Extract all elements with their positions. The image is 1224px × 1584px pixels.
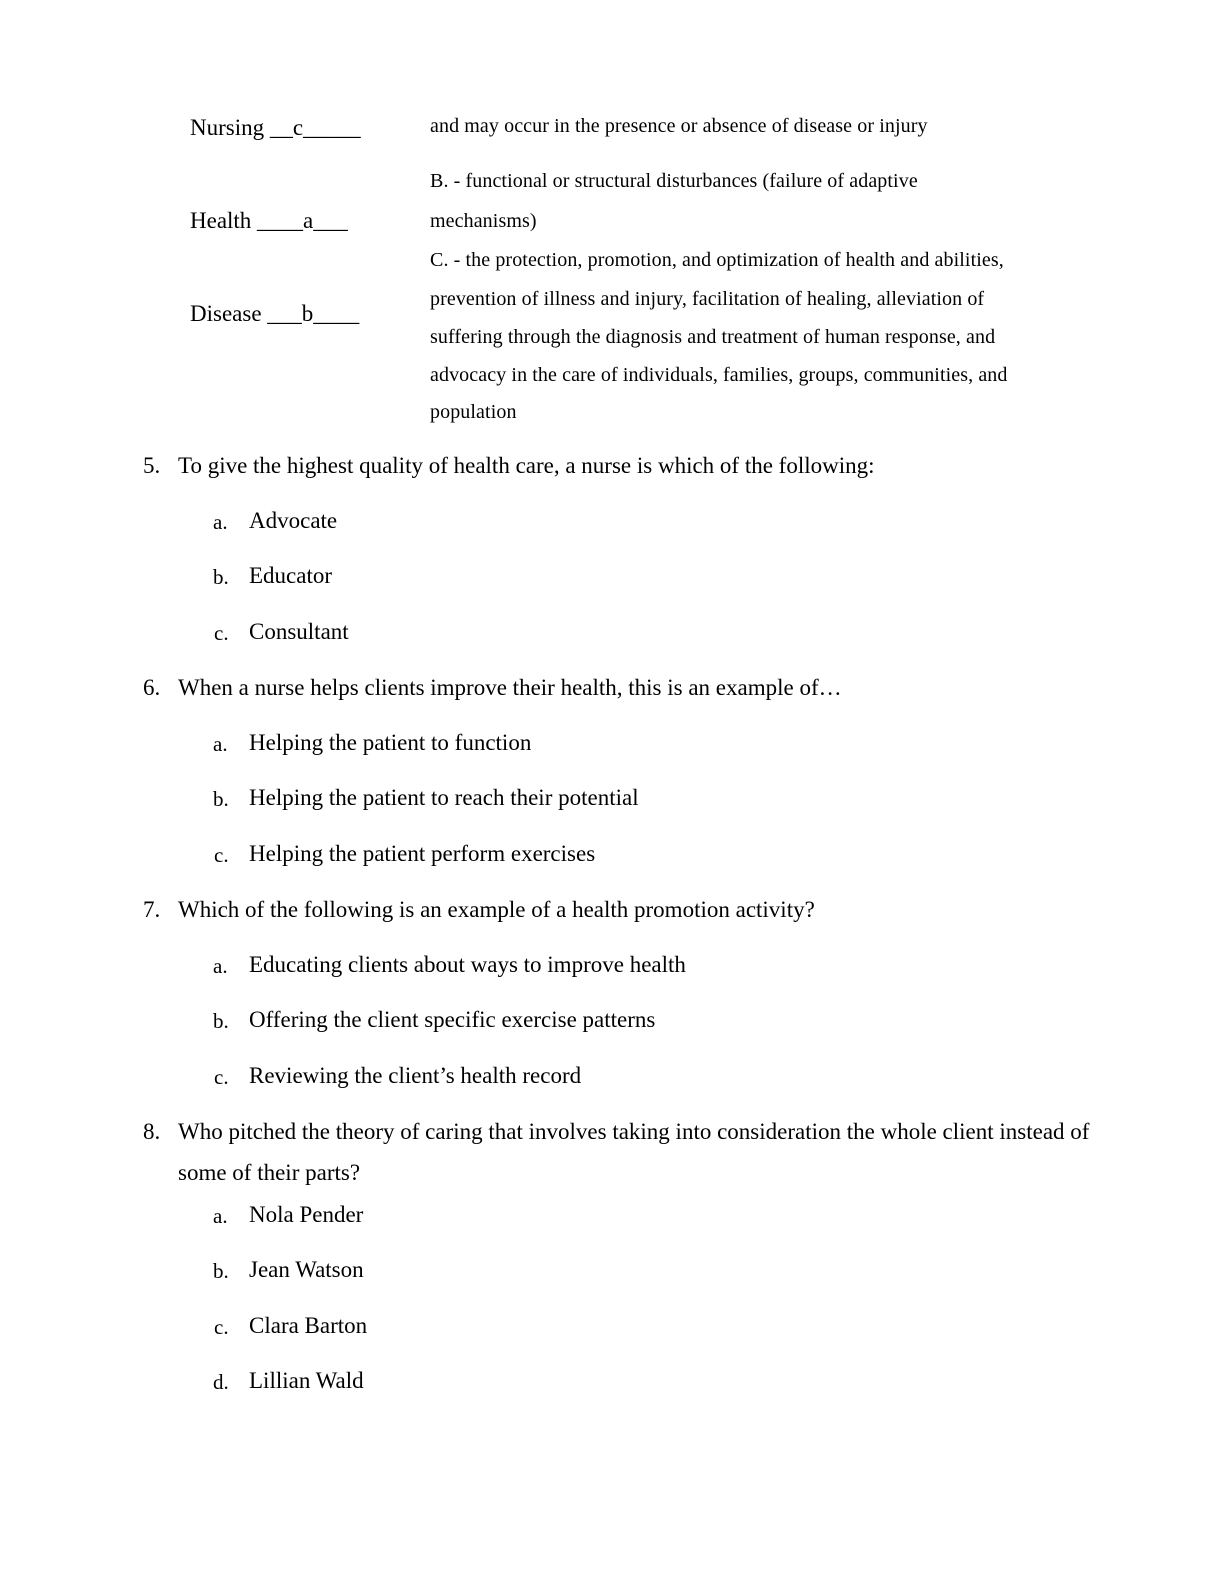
option-text: Helping the patient to function <box>249 730 532 755</box>
term-health: Health ____a___ <box>190 208 348 233</box>
question-text-continued: some of their parts? <box>178 1160 361 1185</box>
definition-line: prevention of illness and injury, facilitation of healing, alleviation of <box>430 288 985 310</box>
question-number: 6. <box>143 675 161 700</box>
option-letter: b. <box>213 1009 229 1033</box>
question-text: When a nurse helps clients improve their health, this is an example of… <box>178 675 842 700</box>
question-number: 8. <box>143 1119 161 1144</box>
option-letter: a. <box>213 510 228 534</box>
option-letter: a. <box>213 732 228 756</box>
term-disease: Disease ___b____ <box>190 301 360 326</box>
definition-line: advocacy in the care of individuals, families, groups, communities, and <box>430 364 1008 386</box>
option-text: Educating clients about ways to improve health <box>249 952 686 977</box>
definition-line: mechanisms) <box>430 210 537 232</box>
option-text: Nola Pender <box>249 1202 364 1227</box>
option-letter: c. <box>214 843 229 867</box>
option-text: Jean Watson <box>249 1257 364 1282</box>
option-text: Advocate <box>249 508 338 533</box>
option-text: Reviewing the client’s health record <box>249 1063 582 1088</box>
option-text: Consultant <box>249 619 349 644</box>
option-letter: b. <box>213 565 229 589</box>
option-letter: b. <box>213 787 229 811</box>
definition-line: C. - the protection, promotion, and optimization of health and abilities, <box>430 249 1004 271</box>
option-text: Educator <box>249 563 333 588</box>
definition-line: and may occur in the presence or absence of disease or injury <box>430 115 928 137</box>
definition-line: B. - functional or structural disturbances (failure of adaptive <box>430 170 918 192</box>
question-number: 5. <box>143 453 161 478</box>
option-letter: a. <box>213 954 228 978</box>
option-letter: d. <box>213 1370 229 1394</box>
question-number: 7. <box>143 897 161 922</box>
option-letter: a. <box>213 1204 228 1228</box>
definition-line: population <box>430 401 517 423</box>
option-letter: c. <box>214 621 229 645</box>
option-text: Helping the patient perform exercises <box>249 841 596 866</box>
option-text: Lillian Wald <box>249 1368 364 1393</box>
option-letter: c. <box>214 1065 229 1089</box>
question-text: Which of the following is an example of a health promotion activity? <box>178 897 815 922</box>
option-text: Offering the client specific exercise patterns <box>249 1007 656 1032</box>
term-nursing: Nursing __c_____ <box>190 115 361 140</box>
option-text: Helping the patient to reach their potential <box>249 785 639 810</box>
question-text: To give the highest quality of health care, a nurse is which of the following: <box>178 453 875 478</box>
option-letter: c. <box>214 1315 229 1339</box>
option-text: Clara Barton <box>249 1313 368 1338</box>
definition-line: suffering through the diagnosis and treatment of human response, and <box>430 326 996 348</box>
question-text: Who pitched the theory of caring that involves taking into consideration the whole client instead of <box>178 1119 1090 1144</box>
option-letter: b. <box>213 1259 229 1283</box>
